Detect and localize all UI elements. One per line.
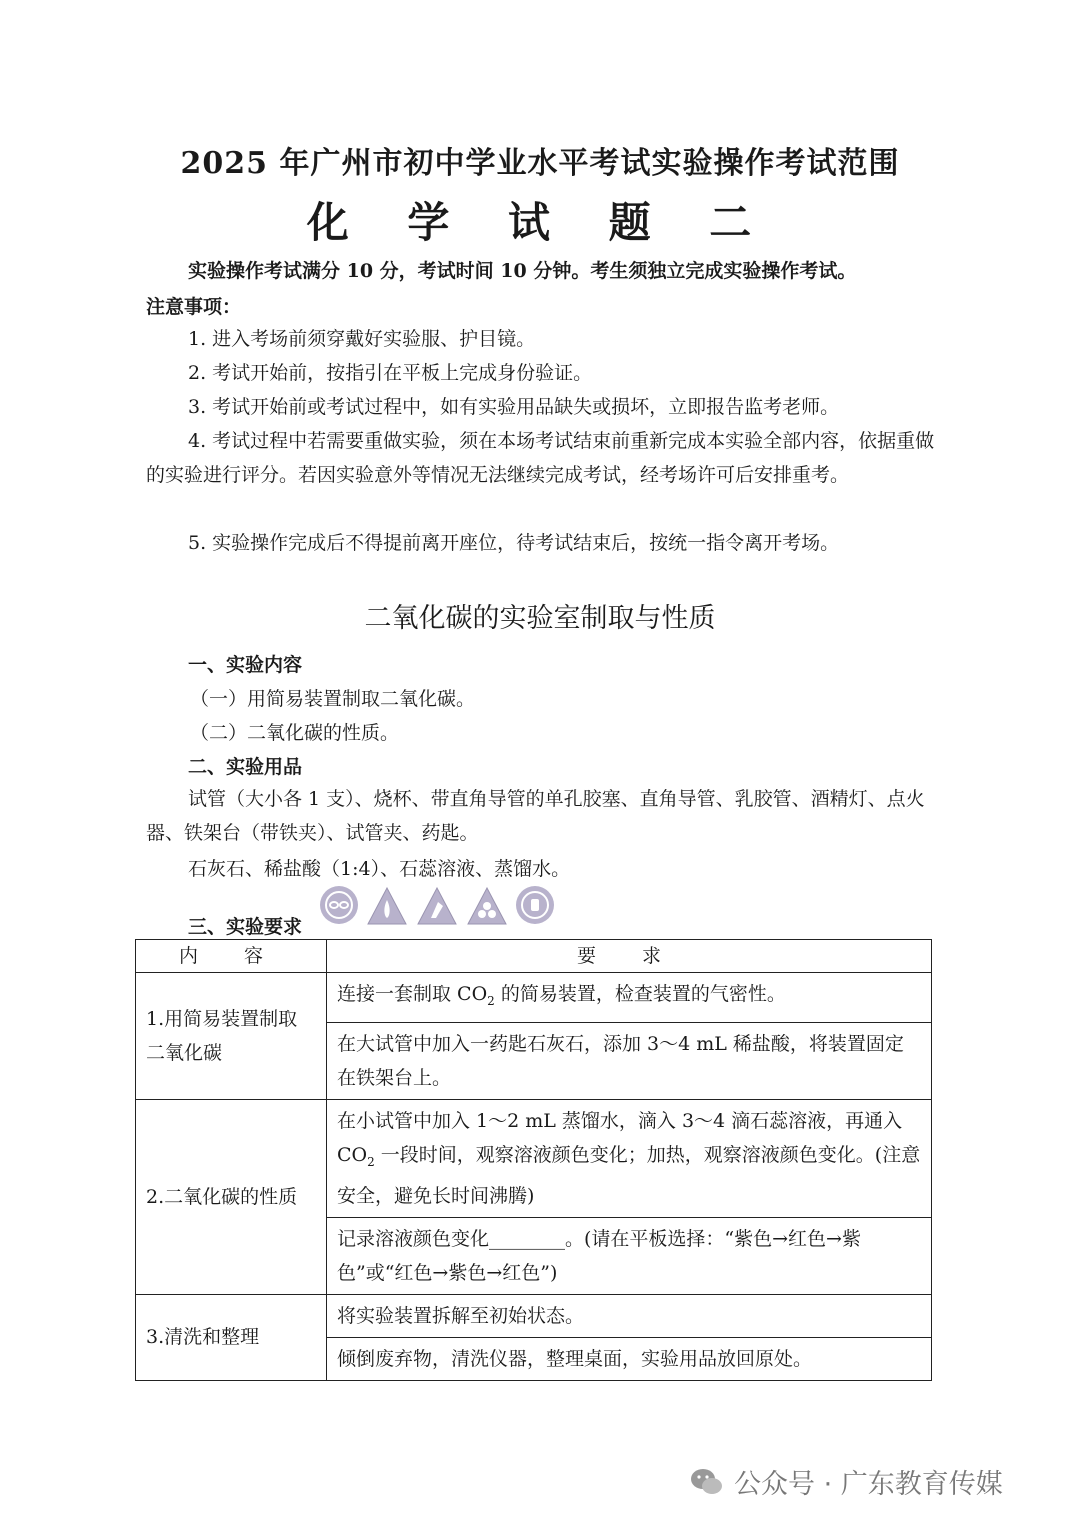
goggles-icon: [320, 886, 358, 924]
experiment-title: 二氧化碳的实验室制取与性质: [364, 603, 716, 634]
row-content: 3.清洗和整理: [136, 1294, 327, 1380]
watermark: [690, 1462, 1003, 1501]
hand-wash-icon: [516, 886, 554, 924]
table-header-content: 内 容: [136, 940, 327, 973]
heat-hazard-icon: [416, 886, 458, 926]
notice-heading: 注意事项：: [146, 296, 242, 318]
row-requirement: 记录溶液颜色变化________。(请在平板选择：“紫色→红色→紫色”或“红色→紫色→红色”): [327, 1217, 932, 1294]
row-requirement: 连接一套制取 $CO_2$ 的简易装置，检查装置的气密性。: [327, 973, 932, 1023]
row-content: 1.用简易装置制取二氧化碳: [136, 973, 327, 1100]
row-requirement: 将实验装置拆解至初始状态。: [327, 1294, 932, 1337]
content-item-2: （二）二氧化碳的性质。: [190, 722, 400, 744]
notice-item-1: 1. 进入考场前须穿戴好实验服、护目镜。: [188, 328, 536, 350]
table-row: [136, 1294, 932, 1337]
section-heading-requirements: 三、实验要求: [188, 916, 303, 938]
materials-equipment: 试管（大小各 1 支）、烧杯、带直角导管的单孔胶塞、直角导管、乳胶管、酒精灯、点火器、铁架台（带铁夹）、试管夹、药匙。: [146, 788, 925, 844]
materials-reagents: 石灰石、稀盐酸（1:4）、石蕊溶液、蒸馏水。: [188, 858, 571, 880]
safety-icons: [320, 886, 554, 926]
table-row: [136, 1099, 932, 1217]
table-header-requirement: 要 求: [327, 940, 932, 973]
section-heading-content: 一、实验内容: [188, 654, 303, 676]
exam-intro: 实验操作考试满分 10 分，考试时间 10 分钟。考生须独立完成实验操作考试。: [188, 260, 857, 282]
document-subtitle: 化 学 试 题 二: [306, 198, 774, 247]
requirements-table: [135, 939, 932, 1381]
row-requirement: 在大试管中加入一药匙石灰石，添加 3～4 mL 稀盐酸，将装置固定在铁架台上。: [327, 1022, 932, 1099]
content-item-1: （一）用简易装置制取二氧化碳。: [190, 688, 476, 710]
notice-item-2: 2. 考试开始前，按指引在平板上完成身份验证。: [188, 362, 593, 384]
notice-item-3: 3. 考试开始前或考试过程中，如有实验用品缺失或损坏，立即报告监考老师。: [188, 396, 840, 418]
row-requirement: 倾倒废弃物，清洗仪器，整理桌面，实验用品放回原处。: [327, 1337, 932, 1380]
row-requirement: 在小试管中加入 1～2 mL 蒸馏水，滴入 3～4 滴石蕊溶液，再通入 $CO_2$ 一段时间，观察溶液颜色变化；加热，观察溶液颜色变化。(注意安全，避免长时间沸腾): [327, 1099, 932, 1217]
ventilation-icon: [466, 886, 508, 926]
document-title: 2025 年广州市初中学业水平考试实验操作考试范围: [180, 146, 900, 181]
watermark-text: 公众号 · 广东教育传媒: [734, 1469, 1003, 1500]
section-heading-materials: 二、实验用品: [188, 756, 303, 778]
notice-item-5: 5. 实验操作完成后不得提前离开座位，待考试结束后，按统一指令离开考场。: [188, 532, 840, 554]
row-content: 2.二氧化碳的性质: [136, 1099, 327, 1294]
table-header-row: [136, 940, 932, 973]
wechat-icon: [690, 1467, 724, 1497]
notice-item-4: 4. 考试过程中若需要重做实验，须在本场考试结束前重新完成本实验全部内容，依据重做的实验进行评分。若因实验意外等情况无法继续完成考试，经考场许可后安排重考。: [146, 430, 935, 486]
table-row: [136, 973, 932, 1023]
flame-hazard-icon: [366, 886, 408, 926]
